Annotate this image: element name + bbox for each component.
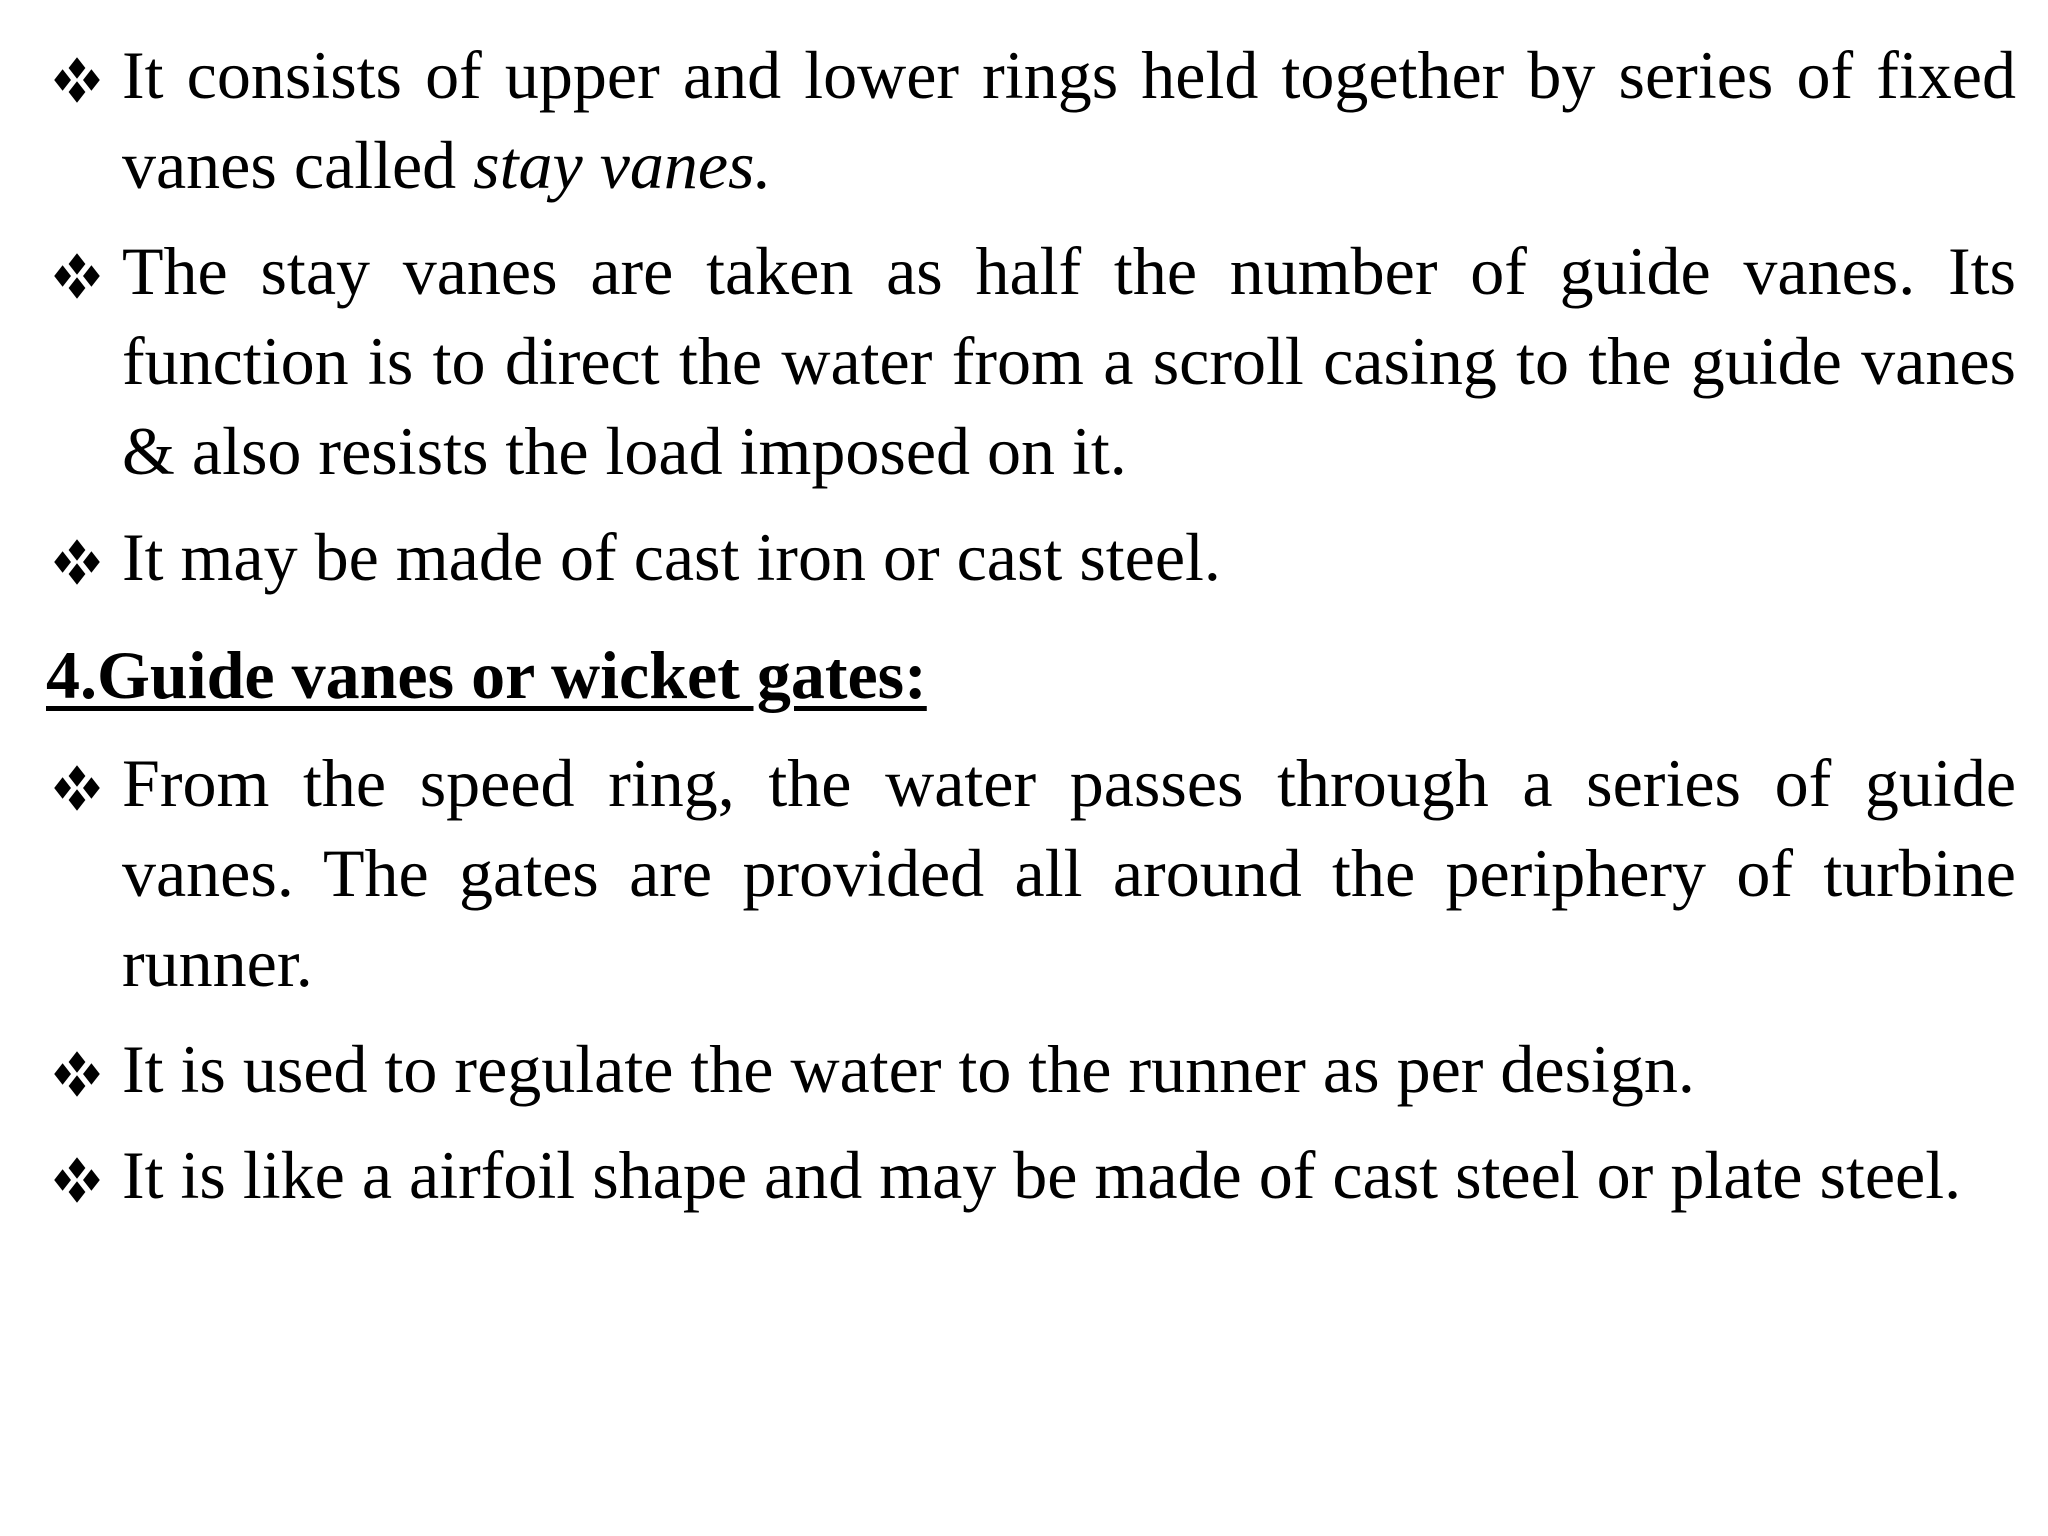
section-heading-block xyxy=(46,630,2016,720)
bullet-item xyxy=(46,512,2016,602)
bullet-text: From the speed ring, the water passes through a series of guide vanes. The gates are provided all around the periphery of turbine runner. xyxy=(122,745,2016,1001)
section-heading: 4.Guide vanes or wicket gates: xyxy=(46,637,927,713)
bullet-item xyxy=(46,30,2016,210)
four-diamond-bullet-icon xyxy=(46,512,122,602)
four-diamond-bullet-icon xyxy=(46,1024,122,1114)
four-diamond-bullet-icon xyxy=(46,1130,122,1220)
four-diamond-bullet-icon xyxy=(46,738,122,828)
bullet-text-plain: It consists of upper and lower rings held together by series of fixed vanes called xyxy=(122,37,2016,203)
bullet-text: It may be made of cast iron or cast steel. xyxy=(122,519,1221,595)
four-diamond-bullet-icon xyxy=(46,30,122,120)
stay-vanes-term: stay vanes. xyxy=(473,127,772,203)
four-diamond-bullet-icon xyxy=(46,226,122,316)
bullet-item xyxy=(46,226,2016,496)
bullet-item xyxy=(46,738,2016,1008)
bullet-text: The stay vanes are taken as half the number of guide vanes. Its function is to direct the water from a scroll casing to the guide vanes & also resists the load imposed on it. xyxy=(122,233,2016,489)
bullet-item xyxy=(46,1130,2016,1220)
guide-vanes-bullet-list xyxy=(46,738,2016,1236)
bullet-text: It is used to regulate the water to the runner as per design. xyxy=(122,1031,1695,1107)
bullet-text: It is like a airfoil shape and may be made of cast steel or plate steel. xyxy=(122,1137,1962,1213)
stay-vanes-bullet-list xyxy=(46,30,2016,618)
bullet-text xyxy=(122,30,2016,210)
bullet-item xyxy=(46,1024,2016,1114)
